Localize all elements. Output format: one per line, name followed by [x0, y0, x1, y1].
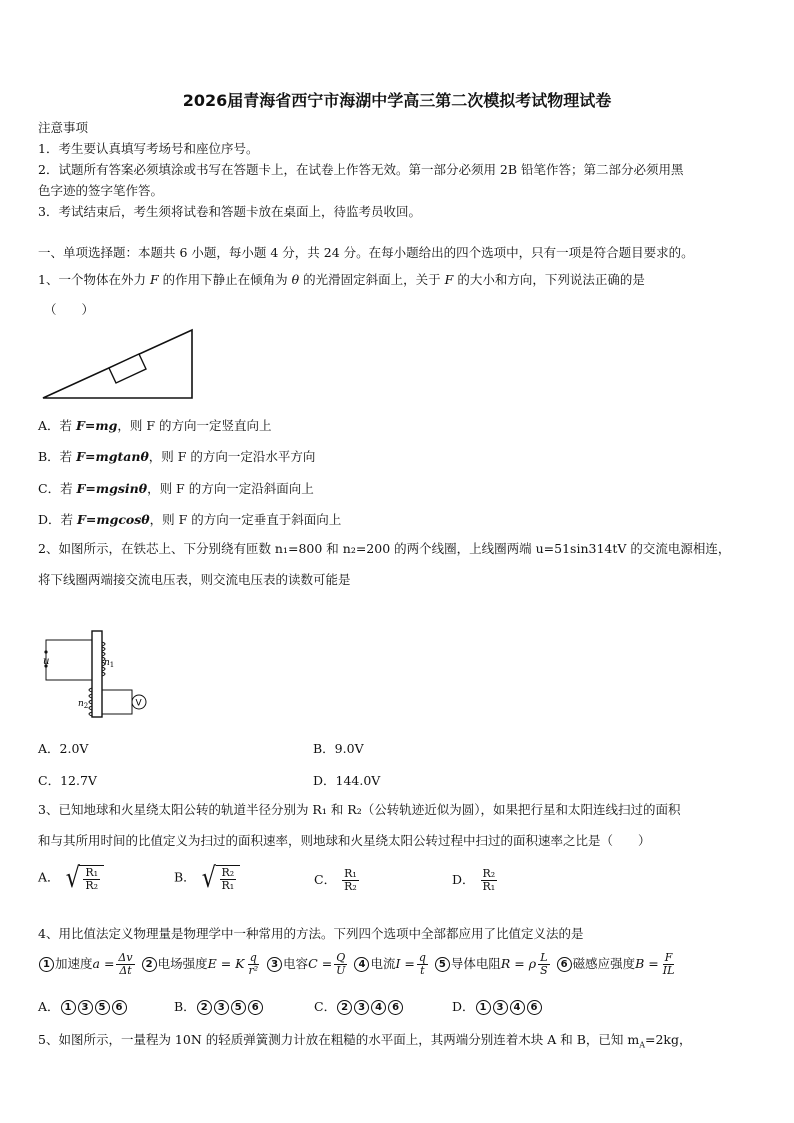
- question-1-stem: 1、一个物体在外力 F 的作用下静止在倾角为 θ 的光滑固定斜面上，关于 F 的大小和方向，下列说法正确的是: [38, 272, 645, 287]
- q4-option-a[interactable]: A． 1 3 5 6: [38, 997, 128, 1015]
- page-title: 2026届青海省西宁市海湖中学高三第二次模拟考试物理试卷: [182, 91, 612, 110]
- notice-item: 1．考生要认真填写考场号和座位序号。: [38, 141, 259, 156]
- q2-option-b[interactable]: B．9.0V: [313, 741, 364, 756]
- q3-option-d[interactable]: D． $\frac{\text{R₂}}{\text{R₁}}$: [452, 867, 496, 893]
- q1-option-b[interactable]: B．若 F=mgtanθ，则 F 的方向一定沿水平方向: [38, 449, 316, 464]
- block-on-incline: [109, 354, 146, 383]
- q4-option-d[interactable]: D． 1 3 4 6: [452, 997, 543, 1015]
- q4-option-c[interactable]: C． 2 3 4 6: [314, 997, 404, 1015]
- q3-option-b[interactable]: B． √ $\frac{\text{R₂}}{\text{R₁}}$: [174, 864, 240, 892]
- question-3-stem: 3、已知地球和火星绕太阳公转的轨道半径分别为 R₁ 和 R₂（公转轨迹近似为圆），如果把行星和太阳连线扫过的面积: [38, 802, 681, 817]
- notice-item: 色字迹的签字笔作答。: [38, 183, 164, 198]
- question-2-stem: 2、如图所示，在铁芯上、下分别绕有匝数 n₁=800 和 n₂=200 的两个线圈，上线圈两端 u=51sin314tV 的交流电源相连，: [38, 541, 731, 556]
- q2-option-a[interactable]: A．2.0V: [38, 741, 89, 756]
- q2-option-d[interactable]: D．144.0V: [313, 773, 381, 788]
- q2-option-c[interactable]: C．12.7V: [38, 773, 97, 788]
- question-5-stem: 5、如图所示，一量程为 10N 的轻质弹簧测力计放在粗糙的水平面上，其两端分别连着木块 A 和 B，已知 $m_A=2kg$，: [38, 1032, 692, 1050]
- lower-circuit: [102, 690, 132, 704]
- n1-label: $n_1$: [104, 658, 115, 669]
- svg-text:V: V: [135, 698, 142, 709]
- q4-option-b[interactable]: B． 2 3 5 6: [174, 997, 264, 1015]
- notice-heading: 注意事项: [38, 120, 89, 135]
- q1-option-d[interactable]: D．若 F=mgcosθ，则 F 的方向一定垂直于斜面向上: [38, 512, 342, 527]
- q4-definitions: 1 加速度a = $\frac{\Delta v}{\Delta t}$ 2 电场强度E = K $\frac{q}{\text{r²}}$ 3 电容C = $\frac{Q}{U}$ 4 电流I = $\frac{q}{t}$ 5 导体电阻R = ρ $\frac{L}{S}$ 6 磁感应强度B = $\frac{F}{IL}$: [38, 952, 678, 977]
- q3-option-a[interactable]: A． √ $\frac{\text{R₁}}{\text{R₂}}$: [38, 864, 104, 892]
- q1-option-a[interactable]: A．若 F=mg，则 F 的方向一定竖直向上: [38, 418, 272, 433]
- notice-item: 3．考试结束后，考生须将试卷和答题卡放在桌面上，待监考员收回。: [38, 204, 421, 219]
- section-heading: 一、单项选择题：本题共 6 小题，每小题 4 分，共 24 分。在每小题给出的四个选项中，只有一项是符合题目要求的。: [38, 245, 694, 260]
- question-2-stem-cont: 将下线圈两端接交流电压表，则交流电压表的读数可能是: [38, 572, 351, 587]
- terminal: [44, 650, 47, 653]
- question-3-stem-cont: 和与其所用时间的比值定义为扫过的面积速率，则地球和火星绕太阳公转过程中扫过的面积速率之比是（ ）: [38, 833, 651, 848]
- incline-figure: [40, 326, 200, 402]
- answer-paren: （ ）: [44, 302, 95, 317]
- question-4-stem: 4、用比值法定义物理量是物理学中一种常用的方法。下列四个选项中全部都应用了比值定义法的是: [38, 926, 584, 941]
- n2-label: $n_2$: [78, 699, 89, 710]
- u-label: u: [43, 656, 50, 667]
- notice-item: 2．试题所有答案必须填涂或书写在答题卡上，在试卷上作答无效。第一部分必须用 2B 铅笔作答；第二部分必须用黑: [38, 162, 684, 177]
- transformer-figure: [40, 628, 160, 720]
- q1-option-c[interactable]: C．若 F=mgsinθ，则 F 的方向一定沿斜面向上: [38, 481, 314, 496]
- upper-circuit: [46, 640, 92, 680]
- iron-core: [92, 631, 102, 717]
- q3-option-c[interactable]: C． $\frac{\text{R₁}}{\text{R₂}}$: [314, 867, 357, 893]
